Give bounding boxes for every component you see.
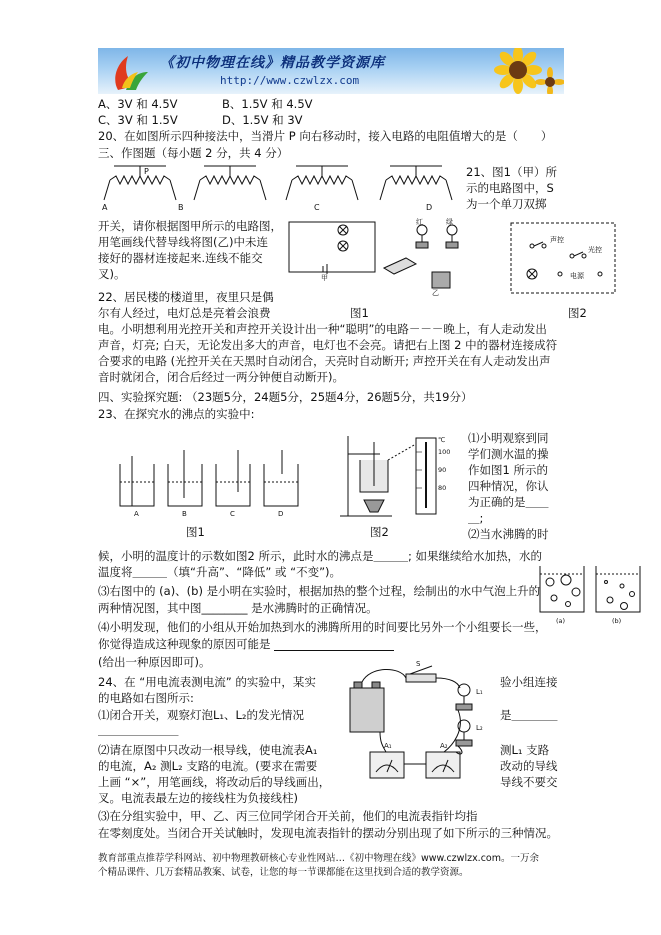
q21-line-r1: 21、图1（甲）所 [466,165,557,179]
q24-line8: 叉。电流表最左边的接线柱为负接线柱) [98,791,298,805]
fig1-jia-label: 甲 [321,274,328,282]
q24-line5a: ⑵请在原图中只改动一根导线，使电流表A₁ [98,743,318,757]
rheostat-label-d: D [426,203,433,212]
q22-line4: 声音，灯亮; 白天，无论发出多大的声音，电灯也不会亮。请把右上图 2 中的器材连接成符 [98,338,558,352]
fig1-caption: 图1 [350,306,369,320]
rheostat-label-b: B [178,203,184,212]
q24-line4: ＿＿＿＿＿＿＿ [98,723,179,737]
sunflower-icon [488,48,564,94]
q24-circuit-figure [340,660,496,792]
q22-line1: 22、居民楼的楼道里，夜里只是偶 [98,290,274,304]
q23-r3: 作如图1 所示的 [468,463,548,477]
q24-label-a2: A₂ [440,742,448,750]
q19-option-c: C、3V 和 1.5V [98,113,178,127]
q21-line-r2: 示的电路图中，S [466,181,554,195]
q23-title: 23、在探究水的沸点的实验中: [98,407,255,421]
q23-r7: ⑵当水沸腾的时 [468,527,549,541]
q23-line6: 你觉得造成这种现象的原因可能是 [98,637,271,651]
q23-line7: (给出一种原因即可)。 [98,655,211,669]
q21-line-l1: 开关，请你根据图甲所示的电路图， [98,219,282,233]
q22-line6: 音时就闭合，闭合后经过一两分钟便自动断开)。 [98,370,344,384]
section3-heading: 三、作图题（每小题 2 分，共 4 分） [98,146,289,160]
q23-r1: ⑴小明观察到同 [468,431,549,445]
bubble-label-a: (a) [556,617,566,625]
beaker-label-c: C [230,510,235,518]
rheostat-label-p: P [144,167,149,176]
q22-line3: 电。小明想利用光控开关和声控开关设计出一种“聪明”的电路－－－晚上，有人走动发出 [98,322,547,336]
q24-line6a: 的电流，A₂ 测L₂ 支路的电流。(要求在需要 [98,759,318,773]
fig2-light-label: 光控 [588,246,602,254]
fig1-lamp-green: 绿 [446,218,453,226]
fig1-circuit-jia [283,216,383,282]
q24-line1a: 24、在 “用电流表测电流” 的实验中，某实 [98,675,316,689]
header-banner [98,48,564,94]
q23-line4: 两种情况图，其中图________ 是水沸腾时的正确情况。 [98,601,378,615]
rheostat-label-a: A [102,203,108,212]
footer-line2: 个精品课件、几万套精品教案、试卷，让您的每一节课都能在这里找到合适的教学资源。 [98,867,469,878]
beaker-label-b: B [182,510,187,518]
beaker-label-d: D [278,510,284,518]
q24-line5b: 测L₁ 支路 [500,743,550,757]
bubble-label-b: (b) [612,617,622,625]
q19-option-b: B、1.5V 和 4.5V [222,97,313,111]
q21-line-l4: 叉)。 [98,267,126,281]
scale-90: 90 [438,466,447,474]
q21-line-l2: 用笔画线代替导线将图(乙)中未连 [98,235,268,249]
section4-heading: 四、实验探究题: （23题5分，24题5分，25题4分，26题5分，共19分） [98,390,473,404]
fig2-power-label: 电源 [570,272,584,280]
fig2-light-sound-circuit [510,222,616,294]
scale-100: 100 [438,448,451,456]
q24-line7b: 导线不要交 [500,775,558,789]
q23-r6: ＿; [468,511,484,525]
q23-line5: ⑷小明发现，他们的小组从开始加热到水的沸腾所用的时间要比另外一个小组要长一些， [98,620,547,634]
q23-fig2-caption: 图2 [370,525,389,539]
q19-option-d: D、1.5V 和 3V [222,113,303,127]
q23-r4: 四种情况，你认 [468,479,549,493]
scale-80: 80 [438,484,447,492]
q24-line3a: ⑴闭合开关，观察灯泡L₁、L₂的发光情况 [98,708,305,722]
fig1-lamp-red: 红 [416,218,423,226]
q23-fig2-apparatus [332,430,462,526]
q22-line2: 尔有人经过，电灯总是亮着会浪费 [98,306,271,320]
q24-label-a1: A₁ [384,742,392,750]
q24-line1b: 验小组连接 [500,675,558,689]
q23-bubble-figures [536,562,646,626]
q23-fig1-beakers [110,448,310,520]
rheostat-figures [100,162,460,214]
q23-line1: 候，小明的温度计的示数如图2 所示，此时水的沸点是＿＿＿; 如果继续给水加热，水的 [98,549,542,563]
fig1-yi-label: 乙 [432,289,439,296]
fig1-apparatus-yi [376,216,468,296]
q20-question: 20、在如图所示四种接法中，当滑片 P 向右移动时，接入电路的电阻值增大的是（ ） [98,129,553,143]
logo-icon [104,50,150,92]
banner-title: 《初中物理在线》精品教学资源库 [160,55,385,71]
q24-line6b: 改动的导线 [500,759,558,773]
fig2-caption: 图2 [568,306,587,320]
banner-url[interactable]: http://www.czwlzx.com [220,74,360,87]
q21-line-l3: 接好的器材连接起来.连线不能交 [98,251,263,265]
q23-r5: 为正确的是＿＿ [468,495,549,509]
q22-line5: 合要求的电路 (光控开关在天黑时自动闭合，天亮时自动断开; 声控开关在有人走动发出声 [98,354,551,368]
footer-line1: 教育部重点推荐学科网站、初中物理教研核心专业性网站…《初中物理在线》www.czwlzx.com。一万余 [98,853,539,864]
q21-line-r3: 为一个单刀双掷 [466,197,547,211]
beaker-label-a: A [134,510,139,518]
page-footer [98,852,568,880]
rheostat-label-c: C [314,203,320,212]
q24-line2: 的电路如右图所示: [98,691,194,705]
q24-label-l1: L₁ [476,688,483,696]
q23-r2: 学们测水温的操 [468,447,549,461]
q23-line2: 温度将＿＿＿（填“升高”、“降低” 或 “不变”)。 [98,565,342,579]
fig2-sound-label: 声控 [550,236,564,244]
q24-line3b: 是＿＿＿＿ [500,708,558,722]
q23-line3: ⑶右图中的 (a)、(b) 是小明在实验时，根据加热的整个过程，绘制出的水中气泡上升的 [98,584,541,598]
q24-label-l2: L₂ [476,724,483,732]
q23-answer-blank [274,650,394,651]
q23-fig1-caption: 图1 [186,525,205,539]
q19-option-a: A、3V 和 4.5V [98,97,178,111]
scale-unit: ℃ [438,436,446,444]
q24-label-s: S [416,660,421,668]
q24-line9: ⑶在分组实验中，甲、乙、丙三位同学闭合开关前，他们的电流表指针均指 [98,809,478,823]
q24-line7a: 上画 “×”，用笔画线，将改动后的导线画出， [98,775,331,789]
q24-line10: 在零刻度处。当闭合开关试触时，发现电流表指针的摆动分别出现了如下所示的三种情况。 [98,826,558,840]
